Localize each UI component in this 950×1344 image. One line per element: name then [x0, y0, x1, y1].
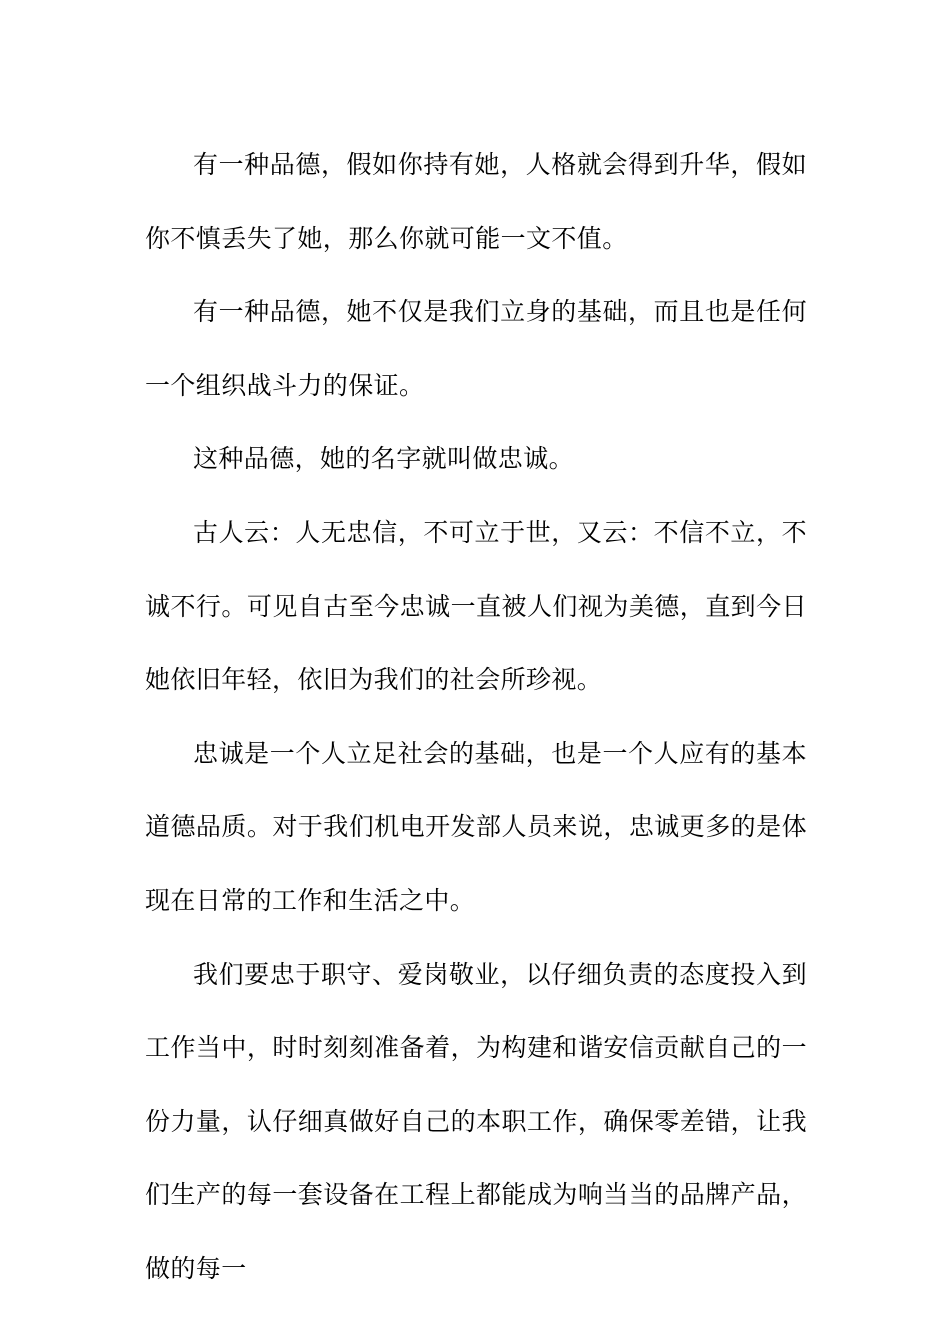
document-body — [145, 128, 807, 1306]
paragraph: 忠诚是一个人立足社会的基础，也是一个人应有的基本道德品质。对于我们机电开发部人员来说，忠诚更多的是体现在日常的工作和生活之中。 — [145, 738, 807, 915]
paragraph: 有一种品德，她不仅是我们立身的基础，而且也是任何一个组织战斗力的保证。 — [145, 297, 807, 400]
paragraph: 这种品德，她的名字就叫做忠诚。 — [193, 444, 575, 474]
paragraph: 我们要忠于职守、爱岗敬业，以仔细负责的态度投入到工作当中，时时刻刻准备着，为构建和谐安信贡献自己的一份力量，认仔细真做好自己的本职工作，确保零差错，让我们生产的每一套设备在工程上都能成为响当当的品牌产品，做的每一 — [145, 959, 807, 1283]
paragraph: 有一种品德，假如你持有她，人格就会得到升华，假如你不慎丢失了她，那么你就可能一文不值。 — [145, 150, 807, 253]
paragraph: 古人云：人无忠信，不可立于世，又云：不信不立，不诚不行。可见自古至今忠诚一直被人们视为美德，直到今日她依旧年轻，依旧为我们的社会所珍视。 — [145, 517, 807, 695]
